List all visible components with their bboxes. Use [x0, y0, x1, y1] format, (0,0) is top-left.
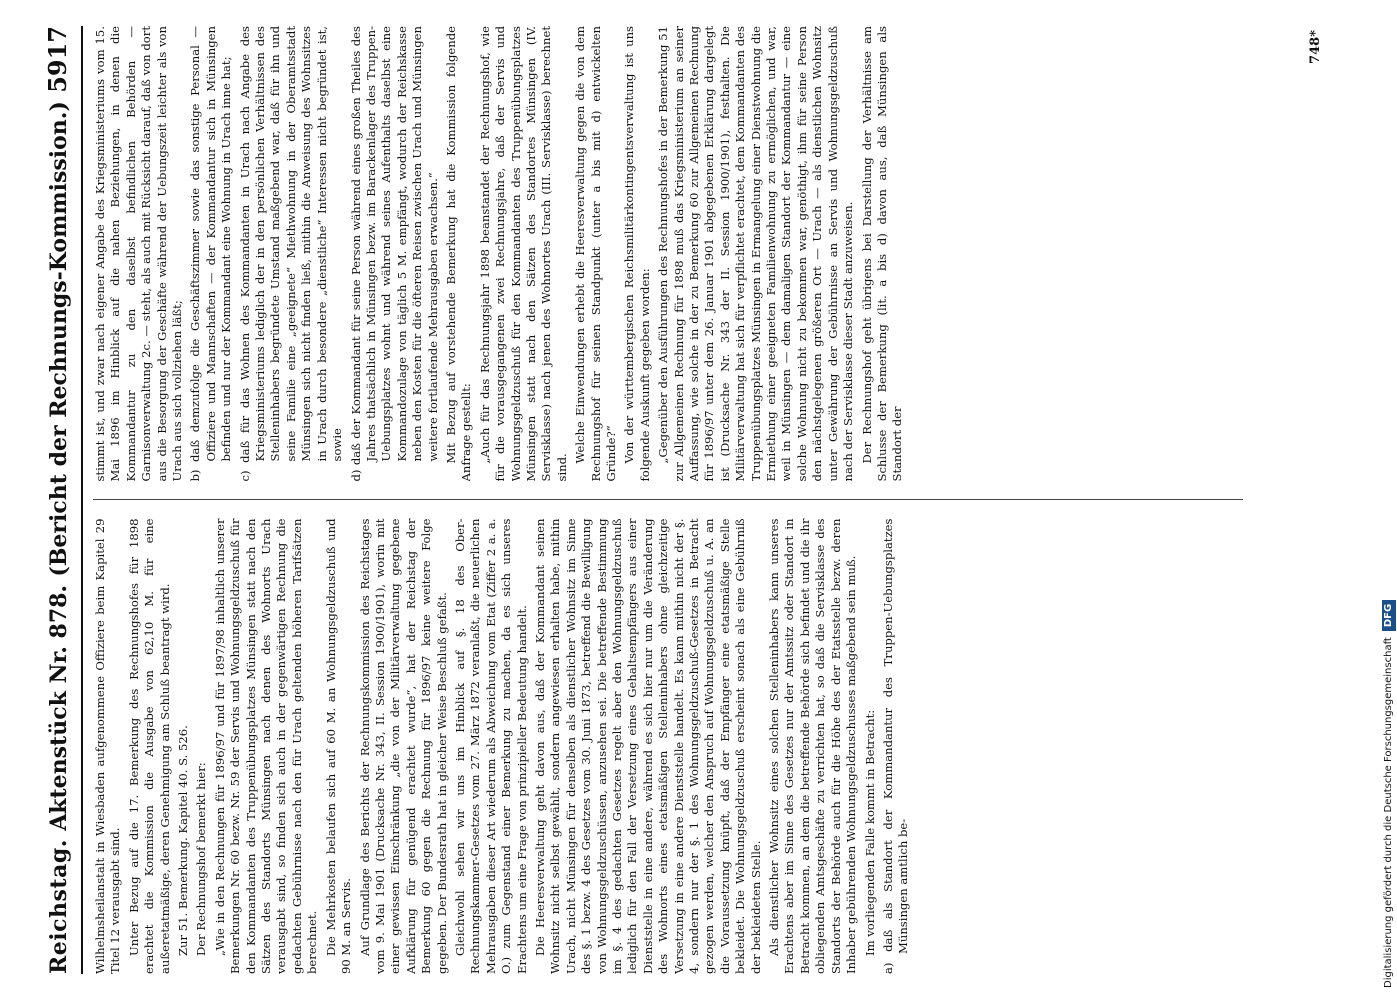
paragraph: Gleichwohl sehen wir uns im Hinblick auf §. 18 des Ober-Rechnungskammer-Gesetzes vom 27. März 1872 veranlaßt, die neuerlichen Mehrausgaben dieser Art wiederum als Abweichung vom Etat (Ziffer 2 a. a. O.) zum Gegenstand einer Bemerkung zu machen, da es sich unseres Erachtens um eine Frage von prinzipieller Bedeutung handelt. — [452, 518, 529, 974]
paragraph: Mit Bezug auf vorstehende Bemerkung hat die Kommission folgende Anfrage gestellt: — [443, 26, 474, 482]
paragraph: stimmt ist, und zwar nach eigener Angabe des Kriegsministeriums vom 15. Mai 1896 im Hinblick auf die nahen Beziehungen, in denen die Kommandantur zu den daselbst befindlichen Behörden — Garnisonverwaltung 2c. — steht, als auch mit Rücksicht darauf, daß von dort aus die Besorgung der Geschäfte während der Uebungszeit leichter als von Urach aus sich vollziehen läßt; — [93, 26, 185, 482]
paragraph: Im vorliegenden Falle kommt in Betracht: — [862, 709, 877, 956]
dfg-logo: DFG — [1382, 600, 1396, 631]
paragraph: Wilhelmsheilanstalt in Wiesbaden aufgenommene Offiziere beim Kapitel 29 Titel 12 verausgabt sind. — [93, 518, 123, 974]
list-item: c) daß für das Wohnen des Kommandanten in Urach nach Angabe des Kriegsministeriums lediglich der in den persönlichen Verhältnissen des Stelleninhabers begründete Umstand maßgebend war, daß für ihn und seine Familie eine „geeignete“ Miethwohnung in der Oberamtsstadt Münsingen sich nicht finden ließ, mithin die Anweisung des Wohnsitzes in Urach durch besondere „dienstliche“ Interessen nicht begründet ist, sowie — [237, 26, 345, 482]
paragraph: Als dienstlicher Wohnsitz eines solchen Stelleninhabers kann unseres Erachtens aber im Sinne des Gesetzes nur der Amtssitz oder Standort in Betracht kommen, an dem die betreffende Behörde sich befindet und die ihr obliegenden Amtsgeschäfte zu verrichten hat, so daß die Servisklasse des Standorts der Behörde auch für die Höhe des der Etatsstelle bezw. deren Inhaber gebührenden Wohnungsgeldzuschusses maßgebend sein muß. — [767, 518, 859, 974]
left-column — [93, 519, 1243, 975]
column-divider — [93, 500, 1243, 501]
paragraph: Unter Bezug auf die 17. Bemerkung des Rechnungshofes für 1898 erachtet die Kommission die Ausgabe von 62,10 M. für eine außeretatmäßige, deren Genehmigung am Schluß beantragt wird. — [126, 518, 172, 974]
paragraph: Welche Einwendungen erhebt die Heeresverwaltung gegen die von dem Rechnungshof für seinen Standpunkt (unter a bis mit d) entwickelten Gründe?“ — [573, 26, 618, 482]
paragraph: „Gegenüber den Ausführungen des Rechnungshofes in der Bemerkung 51 zur Allgemeinen Rechnung für 1898 muß das Kriegsministerium an seiner Auffassung, wie solche in der zu Bemerkung 60 zur Allgemeinen Rechnung für 1896/97 unter dem 26. Januar 1901 abgegebenen Erklärung dargelegt ist (Drucksache Nr. 343 der II. Session 1900/1901), festhalten. Die Militärverwaltung hat sich für verpflichtet erachtet, dem Kommandanten des Truppenübungsplatzes Münsingen in Ermangelung einer Dienstwohnung die Ermiethung einer geeigneten Familienwohnung zu ermöglichen, und war, weil in Münsingen — dem damaligen Standort der Kommandantur — eine solche Wohnung nicht zu bekommen war, genöthigt, ihm für seine Person den nächstgelegenen größeren Ort — Urach — als dienstlichen Wohnsitz unter Gewährung der Gebührnisse an Servis und Wohnungsgeldzuschuß nach der Servisklasse dieser Stadt anzuweisen. — [656, 26, 856, 482]
right-column — [93, 26, 1243, 482]
digitization-note — [1380, 0, 1397, 1000]
header-document-number: Aktenstück Nr. 878. — [46, 584, 72, 831]
section-heading: Zur 51. Bemerkung. Kapitel 40. S. 526. — [176, 725, 191, 956]
header-left: Reichstag. — [46, 839, 72, 974]
list-item: b) daß demzufolge die Geschäftszimmer sowie das sonstige Personal — Offiziere und Mannschaften — der Kommandantur sich in Münsingen befinden und nur der Kommandant eine Wohnung in Urach inne hat; — [188, 26, 234, 482]
list-item: d) daß der Kommandant für seine Person während eines großen Theiles des Jahres thatsächlich in Münsingen bezw. im Barackenlager des Truppen-Uebungsplatzes wohnt und während seines Aufenthalts daselbst eine Kommandozulage von täglich 5 M. empfängt, wodurch der Reichskasse neben den Kosten für die öfteren Reisen zwischen Urach und Münsingen weitere fortlaufende Mehrausgaben erwachsen.“ — [348, 26, 440, 482]
page-header — [43, 26, 83, 974]
list-item: a) daß als Standort der Kommandantur des Truppen-Uebungsplatzes Münsingen amtlich be- — [880, 518, 911, 974]
header-report-title: (Bericht der Rechnungs-Kommission.) — [46, 101, 72, 577]
printed-page — [25, 0, 1323, 1000]
paragraph: „Wie in den Rechnungen für 1896/97 und für 1897/98 inhaltlich unserer Bemerkungen Nr. 60 bezw. Nr. 59 der Servis und Wohnungsgeldzuschuß für den Kommandanten des Truppenübungsplatzes Münsingen statt nach den Sätzen des Standorts Münsingen nach denen des Wohnorts Urach verausgabt sind, so finden sich auch in der gegenwärtigen Rechnung die gedachten Gebührnisse nach den für Urach geltenden höheren Tarifsätzen berechnet. — [212, 518, 320, 974]
paragraph: Die Heeresverwaltung geht davon aus, daß der Kommandant seinen Wohnsitz nicht selbst gewählt, sondern angewiesen erhalten habe, mithin Urach, nicht Münsingen für denselben als dienstlicher Wohnsitz im Sinne des §. 1 bezw. 4 des Gesetzes vom 30. Juni 1873, betreffend die Bewilligung von Wohnungsgeldzuschüssen, anzusehen sei. Die betreffende Bestimmung im §. 4 des gedachten Gesetzes regelt aber den Wohnungsgeldzuschuß lediglich für den Fall der Versetzung eines Gehaltsempfängers aus einer Dienststelle in eine andere, während es sich hier nur um die Veränderung des Wohnorts eines etatsmäßigen Stelleninhabers ohne gleichzeitige Versetzung in eine andere Dienststelle handelt. Es kann mithin nicht der §. 4, sondern nur der §. 1 des Wohnungsgeldzuschuß-Gesetzes in Betracht gezogen werden, welcher den Anspruch auf Wohnungsgeldzuschuß u. A. an die Voraussetzung knüpft, daß der Empfänger eine etatsmäßige Stelle bekleidet. Die Wohnungsgeldzuschuß erscheint sonach als eine Gebührniß der bekleideten Stelle. — [532, 518, 763, 974]
paragraph: Der Rechnungshof bemerkt hier: — [194, 762, 209, 956]
page-number: 5917 — [43, 26, 72, 93]
signature-mark: 748* — [1308, 30, 1323, 64]
paragraph: „Auch für das Rechnungsjahr 1898 beanstandet der Rechnungshof, wie für die vorausgegangenen zwei Rechnungsjahre, daß der Servis und Wohnungsgeldzuschuß für den Kommandanten des Truppenübungsplatzes Münsingen statt nach den Sätzen des Standortes Münsingen (IV. Servisklasse) nach jenen des Wohnortes Urach (III. Servisklasse) berechnet sind. — [477, 26, 569, 482]
paragraph: Der Rechnungshof geht übrigens bei Darstellung der Verhältnisse am Schlusse der Bemerkung (lit. a bis d) davon aus, daß Münsingen als Standort der — [859, 26, 905, 482]
paragraph: Von der württembergischen Reichsmilitärkontingentsverwaltung ist uns folgende Auskunft gegeben worden: — [622, 26, 652, 482]
paragraph: Die Mehrkosten belaufen sich auf 60 M. an Wohnungsgeldzuschuß und 90 M. an Servis. — [323, 518, 354, 974]
paragraph: Auf Grundlage des Berichts der Rechnungskommission des Reichstages vom 9. Mai 1901 (Drucksache Nr. 343, II. Session 1900/1901), worin mit einer gewissen Einschränkung „die von der Militärverwaltung gegebene Aufklärung für genügend erachtet wurde“, hat der Reichstag der Bemerkung 60 gegen die Rechnung für 1896/97 keine weitere Folge gegeben. Der Bundesrath hat in gleicher Weise Beschluß gefaßt. — [357, 518, 449, 974]
text-columns — [93, 26, 1243, 974]
digitization-text: Digitalisierung gefördert durch die Deutsche Forschungsgemeinschaft — [1383, 637, 1394, 988]
